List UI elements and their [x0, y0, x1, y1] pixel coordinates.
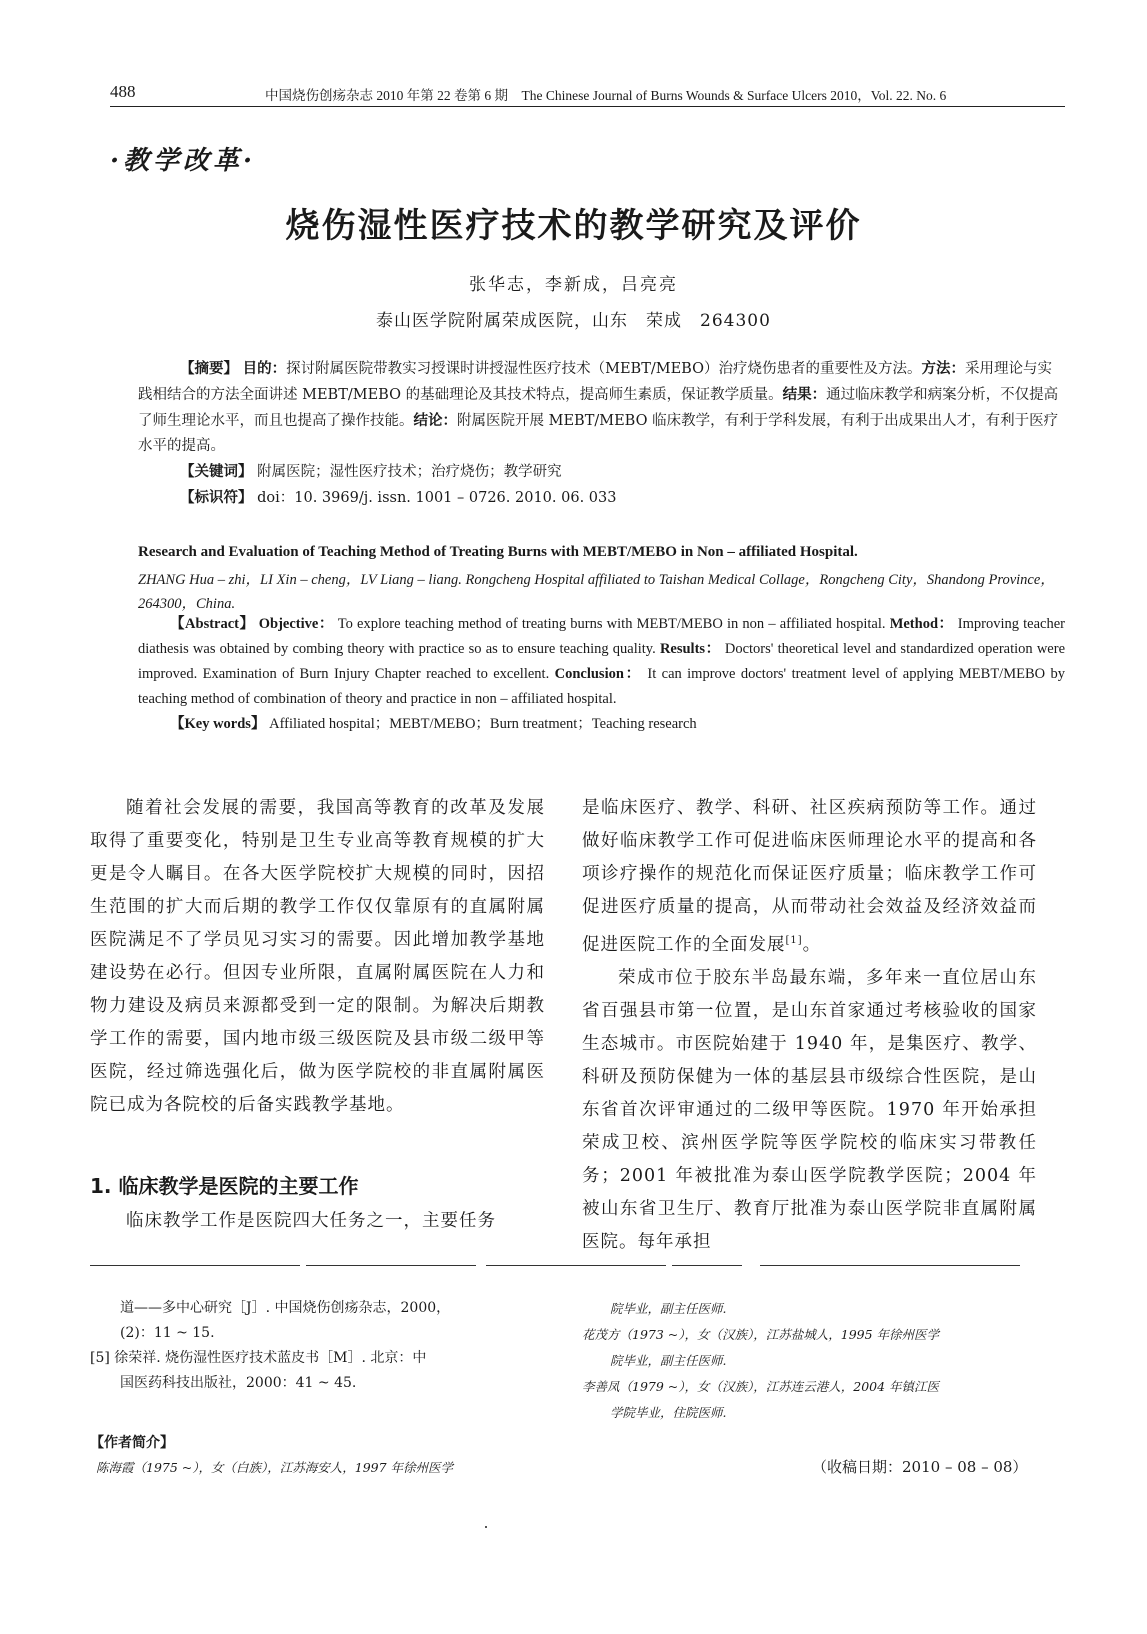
body-left-column [90, 792, 545, 1122]
conclusion-text: 附属医院开展 MEBT/MEBO 临床教学，有利于学科发展，有利于出成果出人才，有利于医疗水平的提高。 [138, 413, 1059, 454]
footnote-rule [672, 1265, 742, 1266]
bio-line: 陈海霞（1975 ~），女（白族），江苏海安人，1997 年徐州医学 [96, 1460, 454, 1475]
body-paragraph: 荣成市位于胶东半岛最东端，多年来一直位居山东省百强县市第一位置，是山东首家通过考核验收的国家生态城市。市医院始建于 1940 年，是集医疗、教学、科研及预防保健为一体的基层县市级综合性医院，是山东省首次评审通过的二级甲等医院。1970 年开始承担荣成卫校、滨州医学院等医学院校的临床实习带教任务；2001 年被批准为泰山医学院教学医院；2004 年被山东省卫生厅、教育厅批准为泰山医学院非直属附属医院。每年承担 [582, 967, 1037, 1252]
citation: [1] [785, 935, 803, 946]
english-authors: ZHANG Hua – zhi，LI Xin – cheng，LV Liang – liang. Rongcheng Hospital affiliated to Taishan Medical Collage，Rongcheng City，Shandong Province，264300，China. [138, 572, 1055, 612]
footnote-rule [486, 1265, 666, 1266]
reference-line: (2)：11 ~ 15. [120, 1325, 215, 1341]
objective-label: 目的： [242, 360, 287, 377]
abstract-en-label: 【Abstract】 [170, 616, 255, 632]
en-keywords-label: 【Key words】 [170, 716, 266, 732]
author-bios-right [582, 1296, 1052, 1426]
reference-line: 道——多中心研究［J］. 中国烧伤创疡杂志，2000， [120, 1300, 451, 1316]
affiliation: 泰山医学院附属荣成医院，山东 荣成 264300 [376, 311, 771, 331]
scan-speck [485, 1526, 487, 1528]
en-method-text: Improving teacher diathesis was obtained by combing theory with practice so as to ensure teaching quality. [138, 616, 1065, 657]
method-label: 方法： [921, 360, 965, 377]
en-keywords-text: Affiliated hospital；MEBT/MEBO；Burn treatment；Teaching research [269, 716, 697, 732]
authors: 张华志，李新成，吕亮亮 [469, 275, 678, 295]
bio-line: 院毕业，副主任医师. [610, 1301, 727, 1316]
paragraph-end: 。 [802, 934, 822, 955]
doi-text: doi：10. 3969/j. issn. 1001 – 0726. 2010. 06. 033 [257, 490, 617, 506]
footnote-rule [306, 1265, 476, 1266]
en-conclusion-text: It can improve doctors' treatment level of applying MEBT/MEBO by teaching method of combination of theory and practice in non – affiliated hospital. [138, 666, 1066, 707]
footnote-rule [90, 1265, 300, 1266]
abstract-en [138, 612, 1065, 737]
english-title: Research and Evaluation of Teaching Method of Treating Burns with MEBT/MEBO in Non – affiliated Hospital. [138, 544, 858, 560]
body-paragraph: 是临床医疗、教学、科研、社区疾病预防等工作。通过做好临床教学工作可促进临床医师理论水平的提高和各项诊疗操作的规范化而保证医疗质量；临床教学工作可促进医疗质量的提高，从而带动社会效益及经济效益而促进医院工作的全面发展 [582, 798, 1037, 955]
reference-line: [5] 徐荣祥. 烧伤湿性医疗技术蓝皮书［M］. 北京：中 [90, 1350, 427, 1366]
en-results-text: Doctors' theoretical level and standardized operation were improved. Examination of Burn Injury Chapter reached to excellent. [138, 641, 1066, 682]
identifier-label: 【标识符】 [180, 489, 253, 506]
section-tag: ·教学改革· [110, 146, 257, 176]
footnote-rule [760, 1265, 1020, 1266]
objective-text: 探讨附属医院带教实习授课时讲授湿性医疗技术（MEBT/MEBO）治疗烧伤患者的重要性及方法。 [286, 361, 922, 377]
references [90, 1296, 545, 1396]
header-rule [110, 106, 1065, 107]
bio-line: 院毕业，副主任医师. [610, 1353, 727, 1368]
paper-title: 烧伤湿性医疗技术的教学研究及评价 [285, 206, 862, 246]
en-conclusion-label: Conclusion： [554, 666, 642, 682]
author-bio-heading: 【作者简介】 [90, 1435, 174, 1451]
journal-header: 中国烧伤创疡杂志 2010 年第 22 卷第 6 期 The Chinese Journal of Burns Wounds & Surface Ulcers 2010，Vol. 22. No. 6 [265, 88, 947, 103]
en-objective-label: Objective： [258, 616, 334, 632]
result-text: 通过临床教学和病案分析，不仅提高了师生理论水平，而且也提高了操作技能。 [138, 387, 1059, 429]
keywords-label: 【关键词】 [180, 463, 253, 480]
section-heading: 1. 临床教学是医院的主要工作 [90, 1174, 359, 1198]
result-label: 结果： [782, 386, 827, 403]
bio-line: 学院毕业，住院医师. [610, 1405, 727, 1420]
method-text: 采用理论与实践相结合的方法全面讲述 MEBT/MEBO 的基础理论及其技术特点，提高师生素质，保证教学质量。 [138, 361, 1052, 403]
section-body [90, 1205, 545, 1238]
bio-line: 花茂方（1973 ~），女（汉族），江苏盐城人，1995 年徐州医学 [582, 1327, 940, 1342]
en-method-label: Method： [889, 616, 954, 632]
conclusion-label: 结论： [413, 412, 457, 429]
keywords-text: 附属医院；湿性医疗技术；治疗烧伤；教学研究 [257, 464, 562, 480]
abstract-cn-label: 【摘要】 [180, 360, 238, 377]
received-date: （收稿日期：2010 – 08 – 08） [812, 1458, 1028, 1476]
en-results-label: Results： [659, 641, 721, 657]
bio-line: 李善凤（1979 ~），女（汉族），江苏连云港人，2004 年镇江医 [582, 1379, 940, 1394]
page-number: 488 [110, 82, 136, 101]
abstract-cn [138, 356, 1065, 511]
reference-line: 国医药科技出版社，2000：41 ~ 45. [120, 1375, 357, 1391]
en-objective-text: To explore teaching method of treating burns with MEBT/MEBO in non – affiliated hospital. [337, 616, 886, 632]
body-paragraph: 随着社会发展的需要，我国高等教育的改革及发展取得了重要变化，特别是卫生专业高等教育规模的扩大更是令人瞩目。在各大医学院校扩大规模的同时，因招生范围的扩大而后期的教学工作仅仅靠原有的直属附属医院满足不了学员见习实习的需要。因此增加教学基地建设势在必行。但因专业所限，直属附属医院在人力和物力建设及病员来源都受到一定的限制。为解决后期教学工作的需要，国内地市级三级医院及县市级二级甲等医院，经过筛选强化后，做为医学院校的非直属附属医院已成为各院校的后备实践教学基地。 [90, 798, 545, 1115]
body-right-column [582, 792, 1037, 1259]
body-paragraph: 临床教学工作是医院四大任务之一，主要任务 [126, 1211, 496, 1231]
